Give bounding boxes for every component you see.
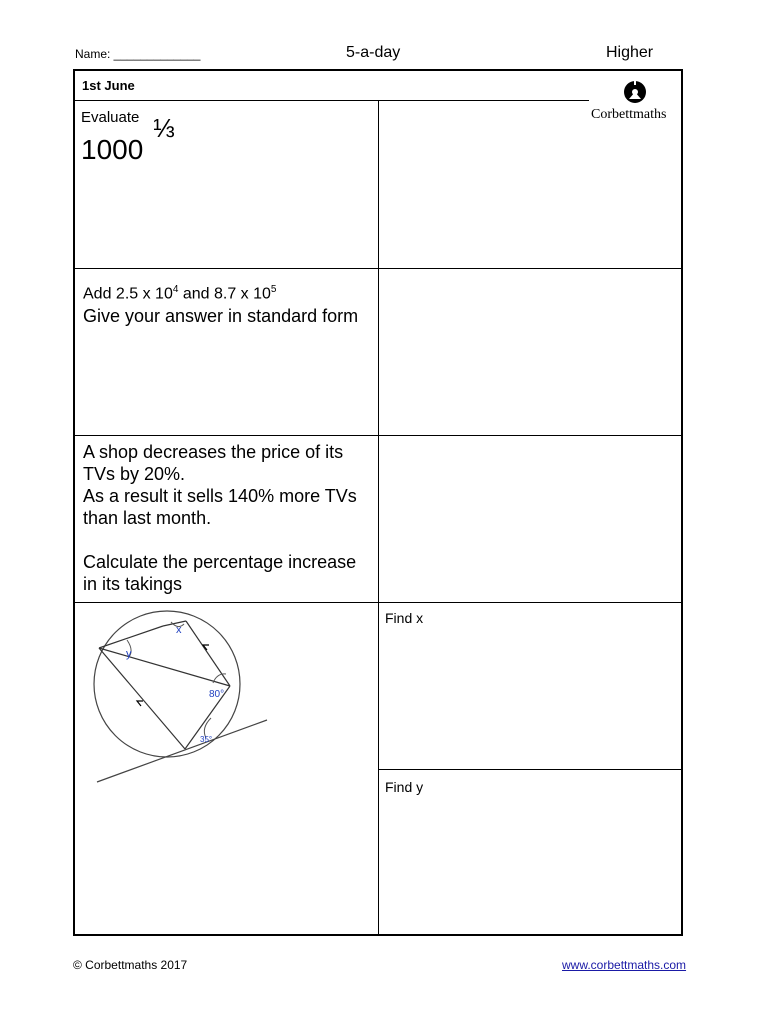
tangent-line bbox=[97, 720, 267, 782]
question-3 bbox=[83, 441, 373, 595]
diagram-angle-35: 35° bbox=[200, 735, 213, 744]
find-x-label: Find x bbox=[385, 610, 424, 626]
row-divider-2 bbox=[75, 435, 681, 436]
logo-text: Corbettmaths bbox=[591, 107, 667, 122]
footer-copyright: © Corbettmaths 2017 bbox=[73, 958, 188, 972]
corbettmaths-logo bbox=[589, 77, 681, 125]
page-title: 5-a-day bbox=[346, 44, 401, 61]
row-divider-3 bbox=[75, 602, 681, 603]
q2-prefix: Add 2.5 x 10 bbox=[83, 285, 173, 303]
q3-line1: A shop decreases the price of its TVs by 20%. bbox=[83, 442, 344, 484]
question-1 bbox=[81, 107, 175, 165]
question-2 bbox=[83, 279, 373, 327]
name-field-label: Name: _____________ bbox=[75, 47, 201, 61]
worksheet-grid bbox=[73, 69, 683, 936]
date-label: 1st June bbox=[82, 78, 135, 93]
footer-url-link[interactable]: www.corbettmaths.com bbox=[562, 958, 687, 972]
date-heading bbox=[75, 71, 591, 101]
q2-exponent-1: 4 bbox=[172, 284, 179, 295]
q1-instruction: Evaluate bbox=[81, 109, 140, 126]
find-y-label: Find y bbox=[385, 779, 424, 795]
level-label: Higher bbox=[606, 44, 654, 61]
row-divider-find bbox=[378, 769, 681, 770]
row-divider-1 bbox=[75, 268, 681, 269]
q1-exponent: ⅓ bbox=[153, 113, 175, 143]
q3-line3: Calculate the percentage increase in its takings bbox=[83, 552, 357, 594]
q2-middle: and 8.7 x 10 bbox=[178, 285, 271, 303]
diagram-angle-80: 80° bbox=[209, 689, 225, 700]
circle-outline bbox=[94, 611, 240, 757]
diagram-label-y: y bbox=[126, 648, 132, 660]
column-divider bbox=[378, 101, 379, 936]
q2-line2: Give your answer in standard form bbox=[83, 306, 359, 327]
q2-exponent-2: 5 bbox=[270, 284, 277, 295]
circle-theorem-diagram bbox=[85, 608, 285, 788]
diagram-label-x: x bbox=[176, 624, 182, 636]
q3-line2: As a result it sells 140% more TVs than last month. bbox=[83, 486, 357, 528]
logo-emblem bbox=[589, 77, 681, 107]
q1-base: 1000 bbox=[81, 134, 144, 165]
